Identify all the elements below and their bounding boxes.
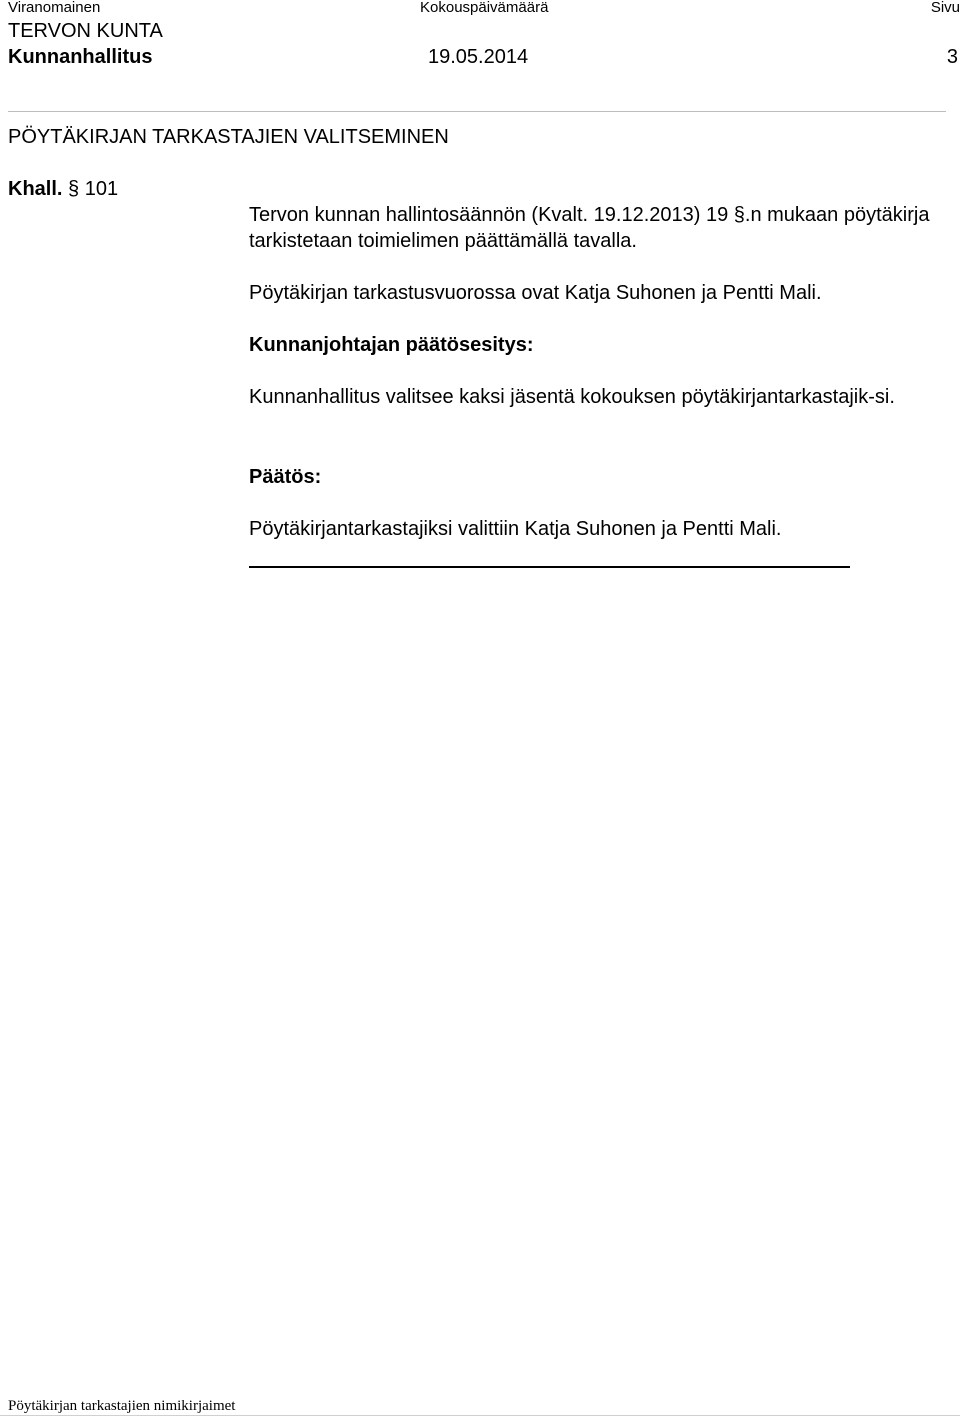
meeting-date-column-label: Kokouspäivämäärä — [420, 0, 549, 16]
meeting-date: 19.05.2014 — [428, 46, 529, 68]
board-name: Kunnanhallitus — [8, 46, 153, 68]
decision-heading: Päätös: — [249, 466, 322, 488]
page-number: 3 — [946, 46, 958, 68]
reviewers-turn-paragraph: Pöytäkirjan tarkastusvuorossa ovat Katja Suhonen ja Pentti Mali. — [249, 282, 822, 304]
proposal-text: Kunnanhallitus valitsee kaksi jäsentä kokouksen pöytäkirjantarkastajik-si. — [249, 386, 895, 408]
authority-column-label: Viranomainen — [8, 0, 101, 16]
organization-name: TERVON KUNTA — [8, 20, 163, 42]
section-reference — [8, 178, 118, 200]
agenda-item-title: PÖYTÄKIRJAN TARKASTAJIEN VALITSEMINEN — [8, 126, 449, 148]
proposal-heading: Kunnanjohtajan päätösesitys: — [249, 334, 534, 356]
section-number: 101 — [84, 178, 119, 200]
footer-divider — [0, 1415, 960, 1416]
item-end-divider — [249, 566, 850, 568]
decision-text: Pöytäkirjantarkastajiksi valittiin Katja Suhonen ja Pentti Mali. — [249, 518, 782, 540]
background-paragraph: Tervon kunnan hallintosäännön (Kvalt. 19.12.2013) 19 §.n mukaan pöytäkirja tarkistetaan toimielimen päättämällä tavalla. — [249, 204, 930, 252]
section-prefix: Khall. — [8, 178, 63, 200]
header-divider — [8, 111, 946, 112]
page-column-label: Sivu — [930, 0, 960, 16]
signature-initials-label: Pöytäkirjan tarkastajien nimikirjaimet — [8, 1398, 236, 1414]
section-symbol: § — [68, 178, 80, 200]
